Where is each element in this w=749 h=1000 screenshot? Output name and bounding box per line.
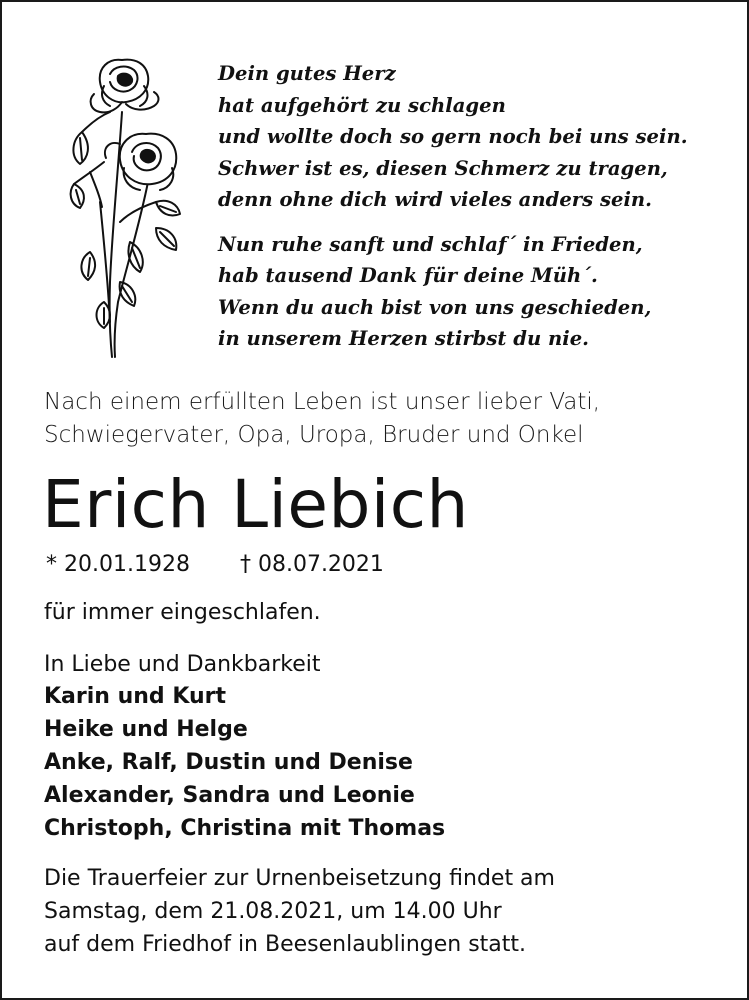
death-date: † 08.07.2021: [239, 552, 384, 577]
mourner-family: Karin und Kurt: [44, 684, 227, 709]
poem-stanza-2: [218, 229, 738, 355]
poem-stanza-1: [218, 58, 738, 216]
funeral-line: auf dem Friedhof in Beesenlaublingen statt.: [44, 932, 527, 957]
funeral-line: Samstag, dem 21.08.2021, um 14.00 Uhr: [44, 899, 502, 924]
life-dates: [46, 550, 384, 580]
poem-line: in unserem Herzen stirbst du nie.: [218, 327, 589, 350]
mourner-family: Anke, Ralf, Dustin und Denise: [44, 750, 413, 775]
passing-text: für immer eingeschlafen.: [44, 600, 321, 625]
poem-line: denn ohne dich wird vieles anders sein.: [218, 188, 652, 211]
mourners-lead: In Liebe und Dankbarkeit: [44, 652, 321, 677]
poem-line: Nun ruhe sanft und schlaf´ in Frieden,: [218, 232, 643, 256]
mourner-family: Alexander, Sandra und Leonie: [44, 783, 415, 808]
poem-line: Wenn du auch bist von uns geschieden,: [218, 295, 652, 319]
funeral-line: Die Trauerfeier zur Urnenbeisetzung findet am: [44, 866, 555, 891]
intro-text: [44, 386, 734, 452]
birth-date: * 20.01.1928: [46, 552, 190, 577]
poem-line: Dein gutes Herz: [218, 62, 396, 85]
mourner-family: Christoph, Christina mit Thomas: [44, 816, 446, 841]
poem-line: hab tausend Dank für deine Müh´.: [218, 264, 598, 287]
mourner-family: Heike und Helge: [44, 717, 248, 742]
memorial-poem: [218, 58, 738, 355]
intro-line: Schwiegervater, Opa, Uropa, Bruder und Onkel: [44, 422, 584, 448]
funeral-details: [44, 862, 734, 961]
poem-line: und wollte doch so gern noch bei uns sein.: [218, 125, 688, 148]
rose-bouquet-icon: [60, 52, 190, 362]
deceased-name: Erich Liebich: [42, 466, 469, 543]
intro-line: Nach einem erfüllten Leben ist unser lieber Vati,: [44, 389, 601, 415]
poem-line: Schwer ist es, diesen Schmerz zu tragen,: [218, 156, 668, 180]
poem-line: hat aufgehört zu schlagen: [218, 93, 506, 117]
mourners-list: [44, 650, 734, 845]
